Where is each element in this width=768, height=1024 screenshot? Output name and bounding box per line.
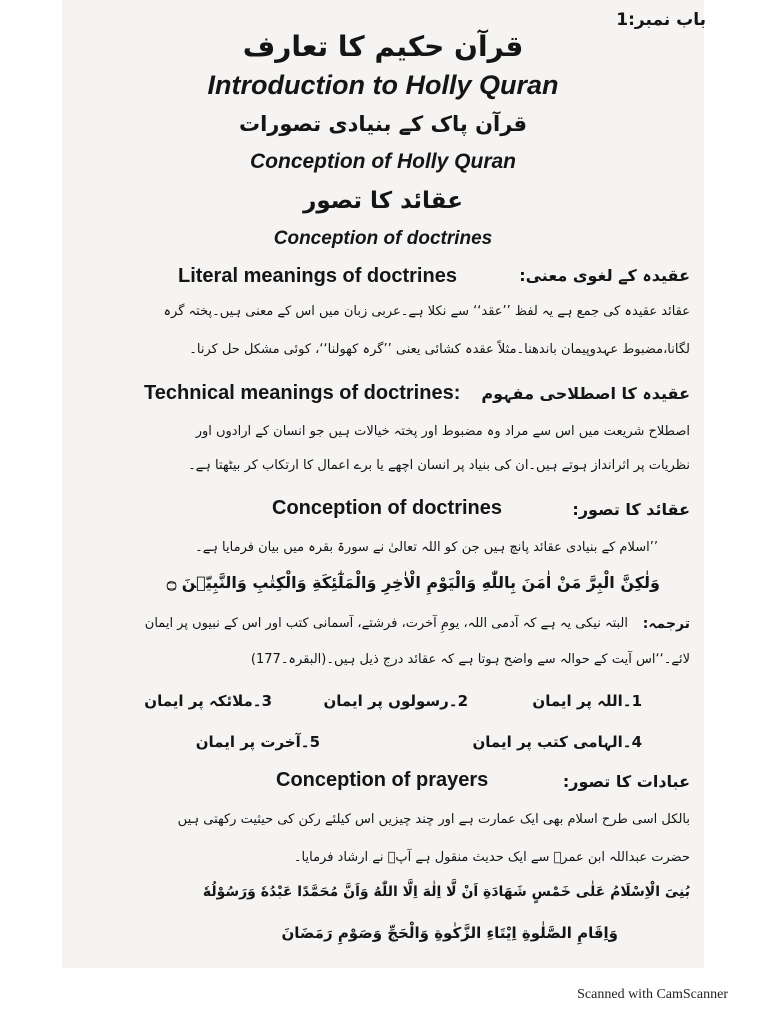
translation-line-1: البتہ نیکی یہ ہے کہ آدمی اللہ، یومِ آخرت، فرشتے، آسمانی کتب اور اس کے نبیوں پر ایمان <box>144 616 628 631</box>
prayers-line-1: بالکل اسی طرح اسلام بھی ایک عمارت ہے اور چند چیزیں اس کیلئے رکن کی حیثیت رکھتی ہیں <box>177 812 690 827</box>
hadith-line-2: وَاِقَامِ الصَّلٰوةِ اِيْتَاءِ الزَّكٰوةِ وَالْحَجِّ وَصَوْمِ رَمَضَانَ <box>281 924 618 942</box>
scanner-watermark: Scanned with CamScanner <box>577 987 728 1002</box>
chapter-label: باب نمبر:1 <box>616 10 706 30</box>
literal-line-2: لگانا،مضبوط عہدوپیمان باندھنا۔مثلاً عقدہ کشائی یعنی ’’گرہ کھولنا‘‘، کوئی مشکل حل کرنا۔ <box>189 342 690 357</box>
doctrines-quote-line: ’’اسلام کے بنیادی عقائد پانچ ہیں جن کو اللہ تعالیٰ نے سورۃ بقرہ میں بیان فرمایا ہے۔ <box>195 540 658 555</box>
heading-urdu: عقائد کا تصور <box>303 188 463 214</box>
literal-line-1: عقائد عقیدہ کی جمع ہے یہ لفظ ’’عقد‘‘ سے نکلا ہے۔عربی زبان میں اس کے معنی ہیں۔پختہ گرہ <box>163 304 690 319</box>
technical-line-1: اصطلاح شریعت میں اس سے مراد وہ مضبوط اور پختہ خیالات ہیں جو انسان کے ارادوں اور <box>195 424 690 439</box>
hadith-line-1: بُنِیَ الْاِسْلَامُ عَلٰی خَمْسٍ شَهَادَةِ اَنْ لَّا اِلٰهَ اِلَّا اللّٰهُ وَاَنَّ مُحَمَّدًا عَبْدُهٗ وَرَسُوْلُهٗ <box>202 884 690 900</box>
translation-line-2: لائے۔‘‘اس آیت کے حوالہ سے واضح ہوتا ہے کہ عقائد درج ذیل ہیں۔(البقرہ۔177) <box>250 652 690 667</box>
translation-label: ترجمہ: <box>642 616 690 632</box>
prayers-label-urdu: عبادات کا تصور: <box>562 772 690 791</box>
technical-line-2: نظریات پر اثرانداز ہوتے ہیں۔ان کی بنیاد پر انسان اچھے یا برے اعمال کا ارتکاب کر بیٹھتا ہے۔ <box>188 458 690 473</box>
title-urdu: قرآن حکیم کا تعارف <box>242 30 524 63</box>
subtitle-urdu: قرآن پاک کے بنیادی تصورات <box>238 112 528 136</box>
doctrines-label-english: Conception of doctrines <box>272 497 502 519</box>
article-item: 1۔اللہ پر ایمان <box>532 692 642 710</box>
literal-label-urdu: عقیدہ کے لغوی معنی: <box>519 266 690 285</box>
subtitle-english: Conception of Holly Quran <box>250 150 516 173</box>
heading-english: Conception of doctrines <box>273 228 493 249</box>
article-item: 4۔الہامی کتب پر ایمان <box>472 733 642 751</box>
article-item: 3۔ملائکہ پر ایمان <box>144 692 272 710</box>
prayers-line-2: حضرت عبداللہ ابن عمرؓ سے ایک حدیث منقول ہے آپؐ نے ارشاد فرمایا۔ <box>293 850 690 865</box>
prayers-label-english: Conception of prayers <box>276 769 489 791</box>
doctrines-label-urdu: عقائد کا تصور: <box>572 500 690 519</box>
article-item: 2۔رسولوں پر ایمان <box>323 692 468 710</box>
article-item: 5۔آخرت پر ایمان <box>195 733 320 751</box>
technical-label-english: Technical meanings of doctrines: <box>144 382 461 404</box>
title-english: Introduction to Holly Quran <box>207 70 559 100</box>
technical-label-urdu: عقیدہ کا اصطلاحی مفہوم <box>481 384 690 403</box>
arabic-verse: وَلٰكِنَّ الْبِرَّ مَنْ اٰمَنَ بِاللّٰهِ وَالْيَوْمِ الْاٰخِرِ وَالْمَلٰٓئِكَةِ وَالْكِتٰبِ وَالنَّبِيّٖنَ ۝ <box>166 573 660 592</box>
literal-label-english: Literal meanings of doctrines <box>178 265 457 287</box>
